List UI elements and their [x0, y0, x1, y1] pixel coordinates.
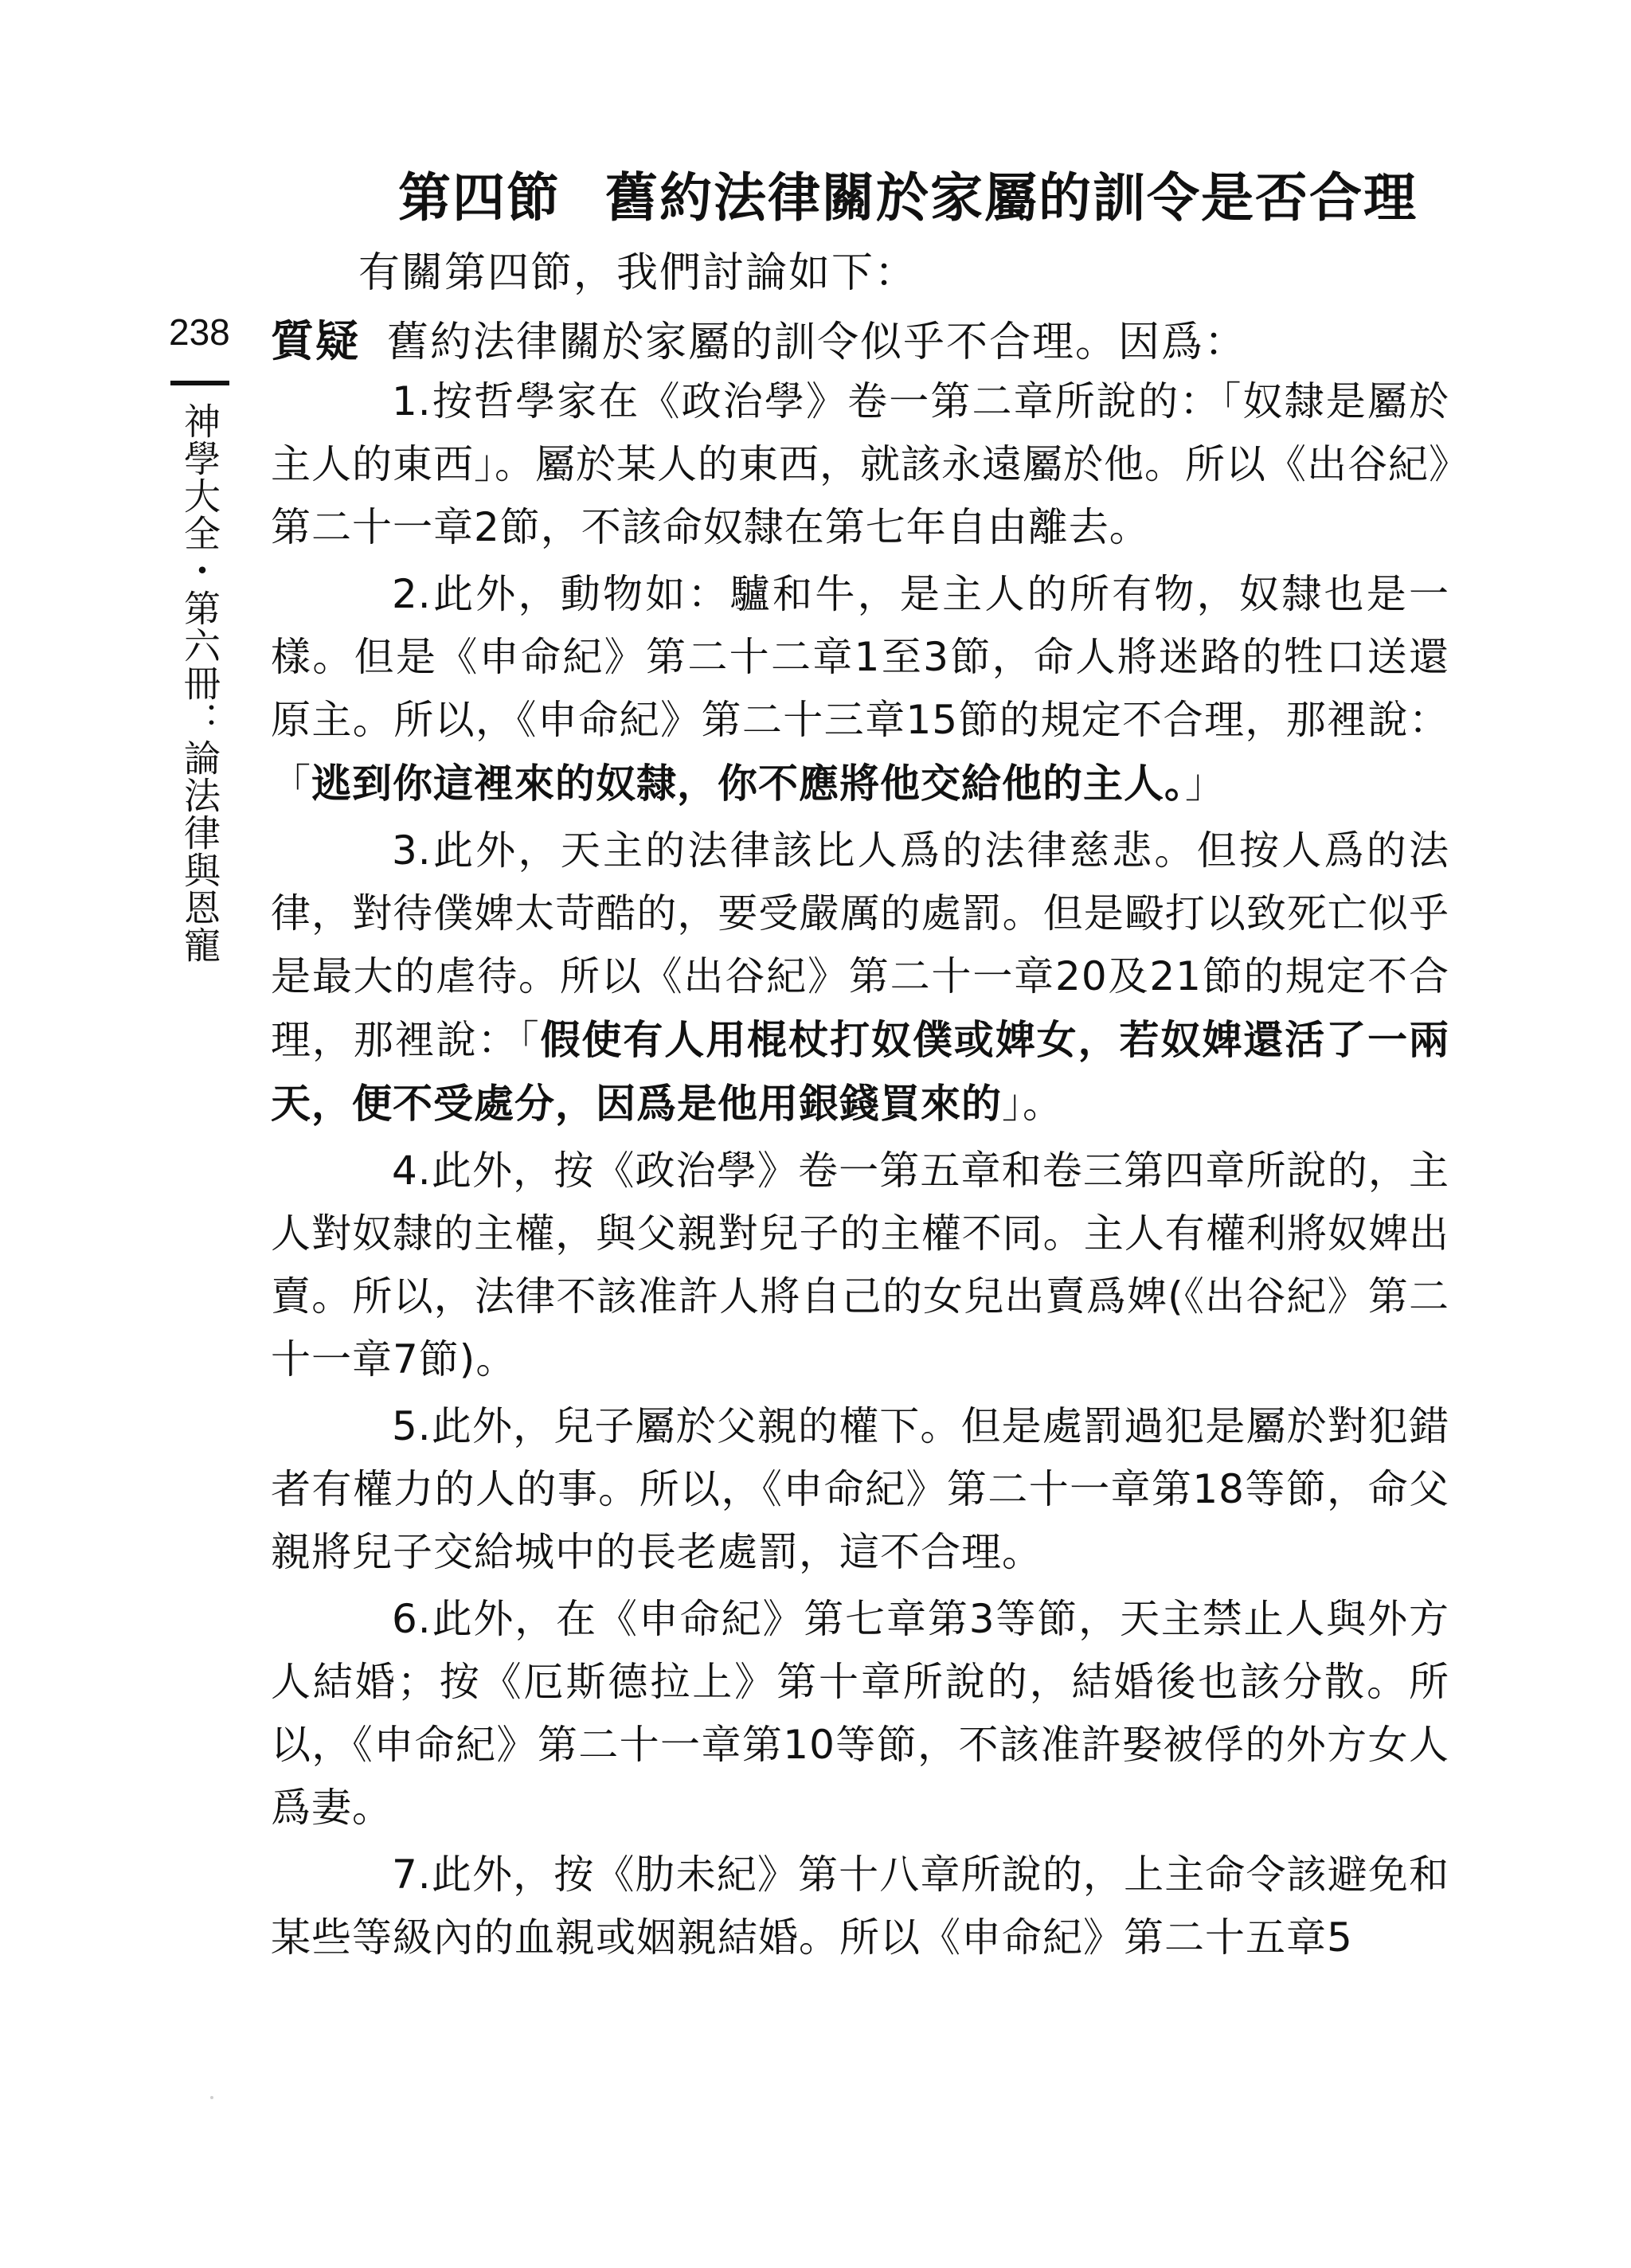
objection-paragraph-7 [271, 1844, 1449, 1969]
objection-paragraph-6 [271, 1588, 1449, 1840]
paragraph-text: 2.此外，動物如：驢和牛，是主人的所有物，奴隸也是一樣。但是《申命紀》第二十二章1至3節，命人將迷路的牲口送還原主。所以，《申命紀》第二十三章15節的規定不合理，那裡說：「 [271, 571, 1449, 807]
paragraph-text: 1.按哲學家在《政治學》卷一第二章所說的：「奴隸是屬於主人的東西」。屬於某人的東西，就該永遠屬於他。所以《出谷紀》第二十一章2節，不該命奴隸在第七年自由離去。 [271, 378, 1449, 550]
objection-paragraph-4 [271, 1140, 1449, 1391]
quote-close: 」 [1185, 761, 1226, 807]
objection-paragraph-1 [271, 370, 1449, 559]
objection-paragraph-5 [271, 1395, 1449, 1584]
scripture-quote: 逃到你這裡來的奴隸，你不應將他交給他的主人。 [311, 760, 1185, 807]
running-head: 神學大全・第六冊：論法律與恩寵 [178, 402, 221, 964]
quote-close: 」。 [1002, 1081, 1063, 1127]
paragraph-text: 5.此外，兒子屬於父親的權下。但是處罰過犯是屬於對犯錯者有權力的人的事。所以，《申命紀》第二十一章第18等節，命父親將兒子交給城中的長老處罰，這不合理。 [271, 1403, 1449, 1575]
scripture-quote: 假使有人用棍杖打奴僕或婢女，若奴婢還活了一兩天，便不受處分，因爲是他用銀錢買來的 [271, 1016, 1449, 1127]
objection-paragraph-3 [271, 819, 1449, 1136]
paragraph-text: 4.此外，按《政治學》卷一第五章和卷三第四章所說的，主人對奴隸的主權，與父親對兒子的主權不同。主人有權利將奴婢出賣。所以，法律不該准許人將自己的女兒出賣爲婢(《出谷紀》第二十一章7節)。 [271, 1148, 1449, 1382]
margin-rule [170, 381, 229, 385]
objection-body [271, 370, 1449, 1973]
page-number: 238 [169, 311, 230, 353]
paragraph-text: 3.此外，天主的法律該比人爲的法律慈悲。但按人爲的法律，對待僕婢太苛酷的，要受嚴厲的處罰。但是毆打以致死亡似乎是最大的虐待。所以《出谷紀》第二十一章20及21節的規定不合理，那裡說：「 [271, 827, 1449, 1063]
objection-label: 質疑 [271, 316, 360, 366]
paragraph-text: 7.此外，按《肋未紀》第十八章所說的，上主命令該避免和某些等級內的血親或姻親結婚。所以《申命紀》第二十五章5 [271, 1852, 1449, 1961]
scan-speck [210, 2096, 213, 2099]
section-title [398, 155, 1418, 231]
section-number: 第四節 [398, 167, 561, 229]
intro-line: 有關第四節，我們討論如下： [358, 249, 918, 297]
paragraph-text: 6.此外，在《申命紀》第七章第3等節，天主禁止人與外方人結婚；按《厄斯德拉上》第十章所說的，結婚後也該分散。所以，《申命紀》第二十一章第10等節，不該准許娶被俘的外方女人爲妻。 [271, 1596, 1449, 1831]
objection-heading [271, 307, 1247, 369]
section-title-text: 舊約法律關於家屬的訓令是否合理 [605, 167, 1418, 229]
objection-paragraph-2 [271, 563, 1449, 815]
objection-statement: 舊約法律關於家屬的訓令似乎不合理。因爲： [387, 319, 1248, 366]
